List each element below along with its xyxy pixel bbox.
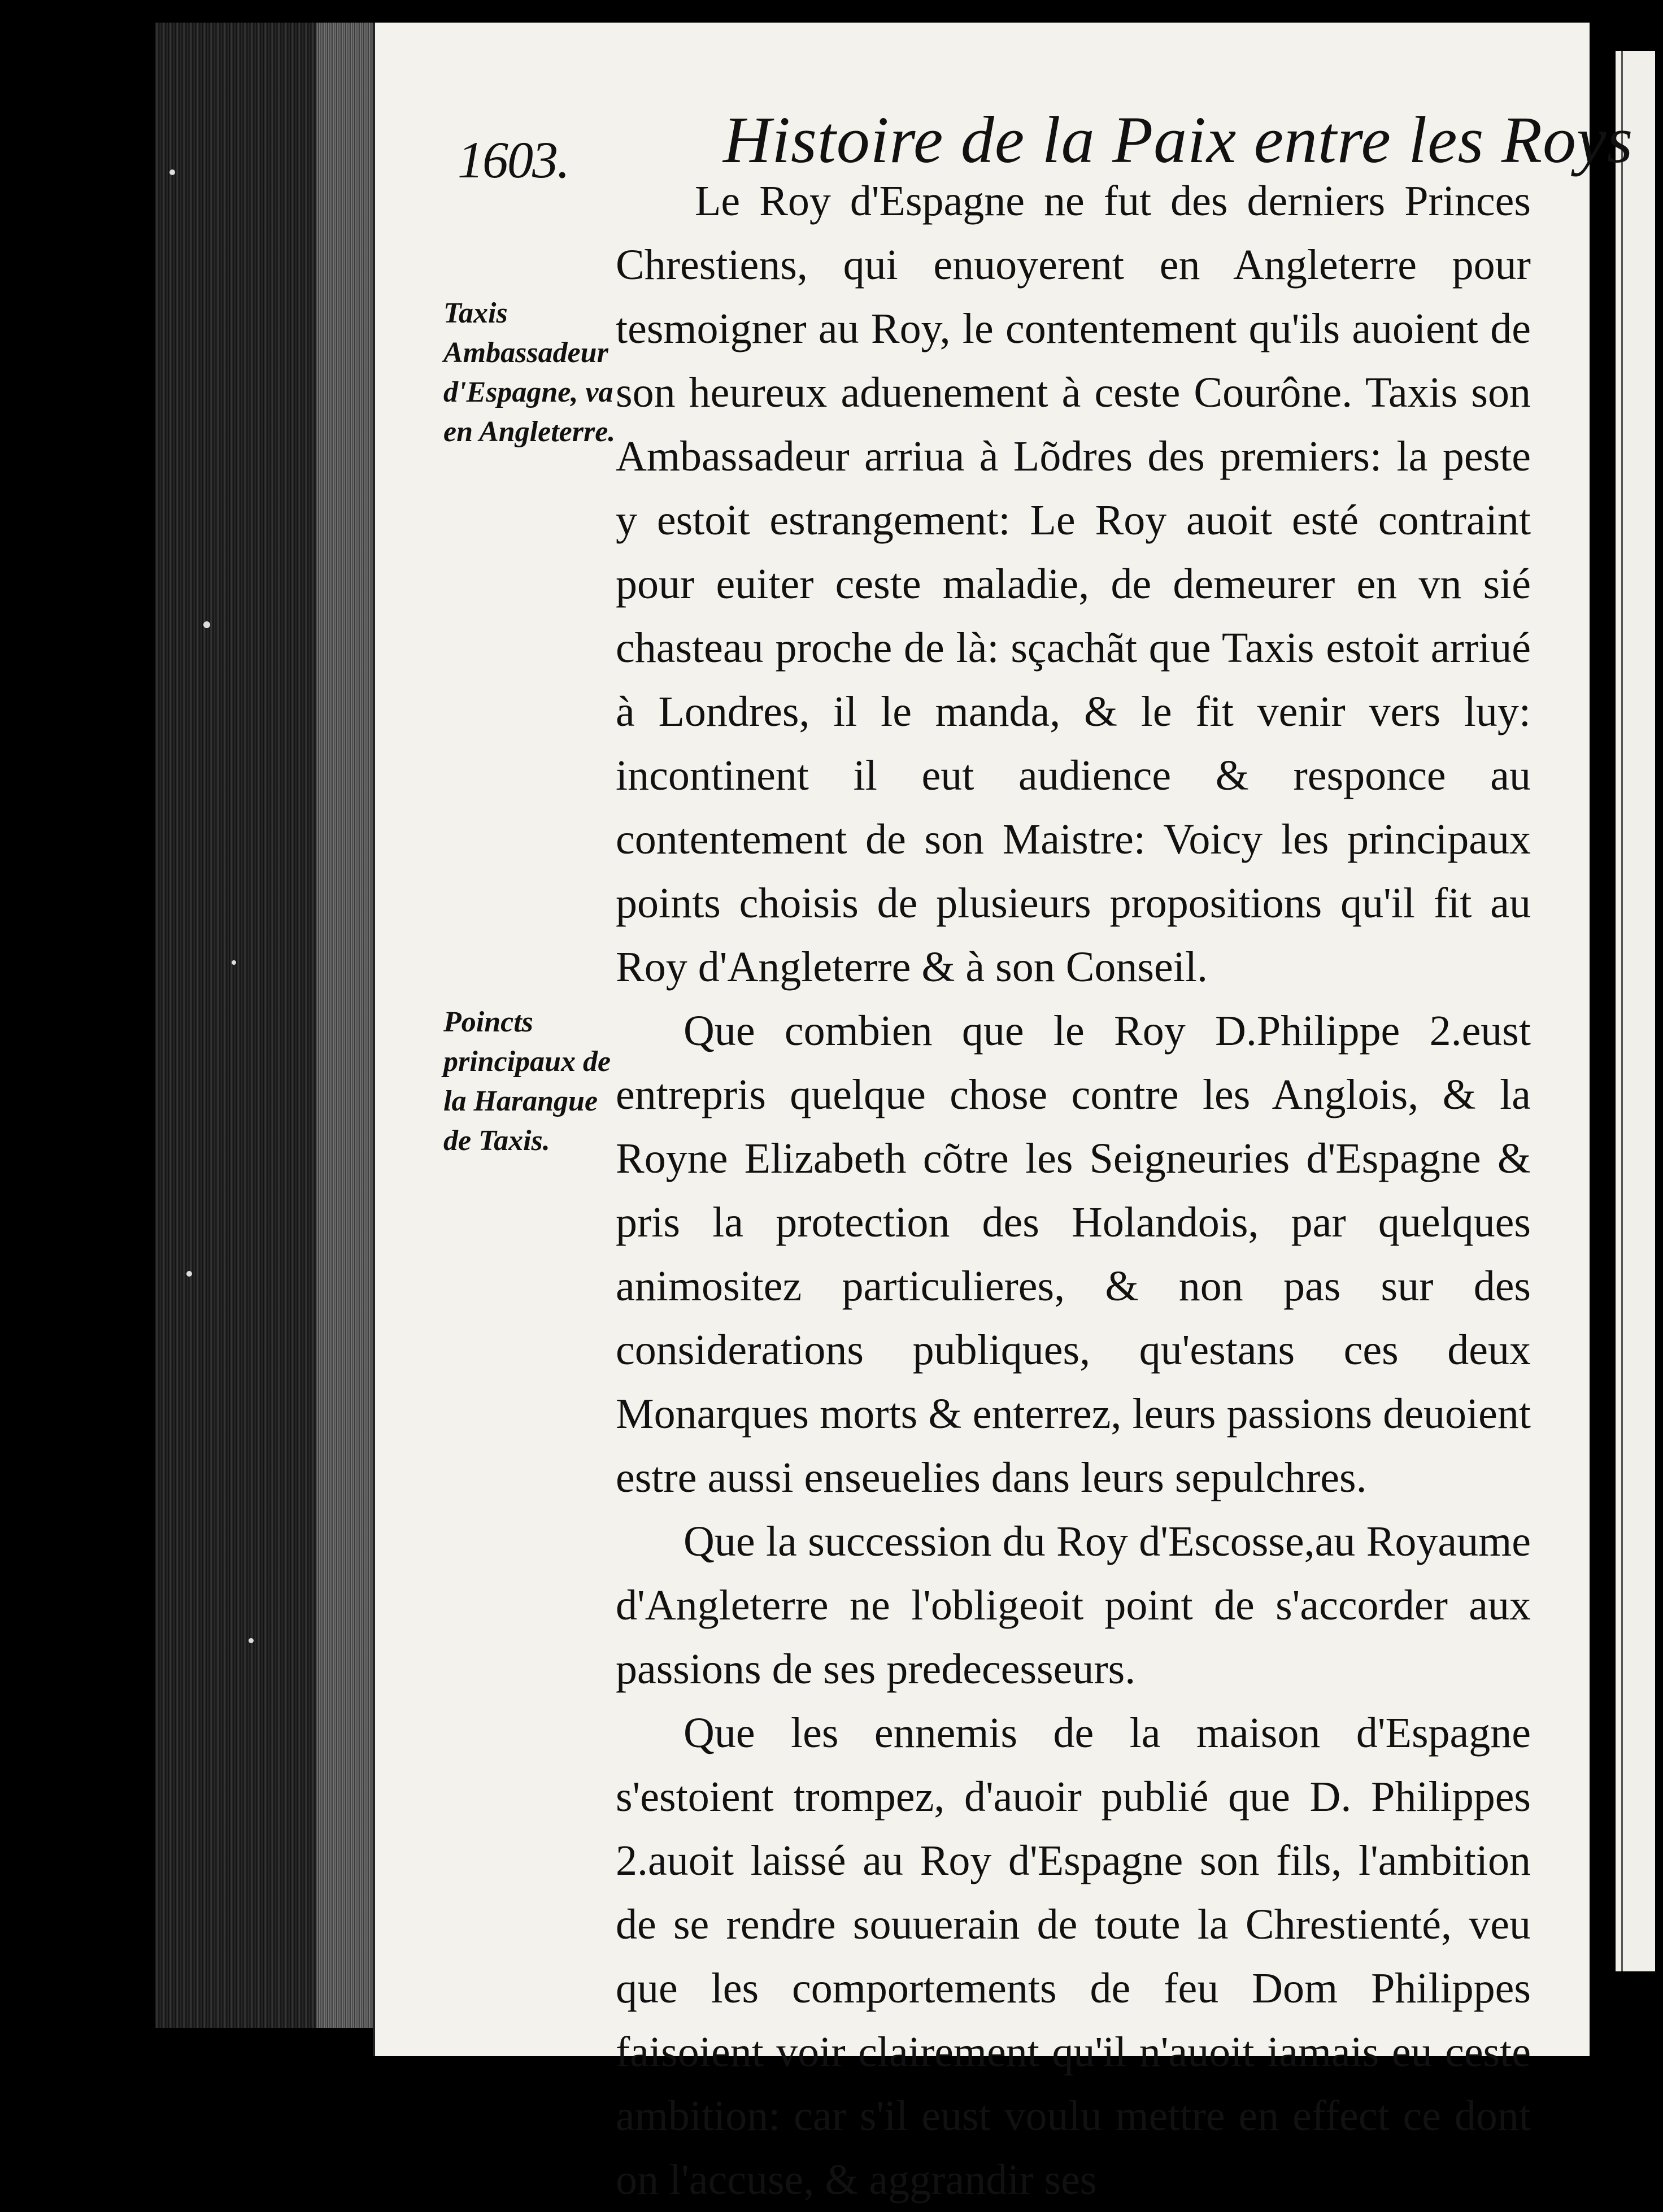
paragraph: Que combien que le Roy D.Philippe 2.eust entrepris quelque chose contre les Anglois, & la Royne Elizabeth cõtre les Seigneuries d'Espagne & pris la protection des Holandois, par quelques animositez particulieres, & non pas sur des considerations publiques, qu'estans ces deux Monarques morts & enterrez, leurs passions deuoient estre aussi enseuelies dans leurs sepulchres. bbox=[616, 1007, 1531, 1501]
main-text bbox=[616, 169, 1531, 2212]
running-title: Histoire de la Paix entre les Roys bbox=[723, 103, 1634, 177]
marginal-note: Poincts principaux de la Harangue de Taxis. bbox=[443, 1006, 611, 1157]
page-edges bbox=[316, 23, 370, 2028]
dust-speck bbox=[232, 960, 236, 965]
dust-speck bbox=[249, 1638, 254, 1643]
dust-speck bbox=[203, 621, 210, 628]
paragraph: Que les ennemis de la maison d'Espagne s'estoient trompez, d'auoir publié que D. Philippes 2.auoit laissé au Roy d'Espagne son fils, l'ambition de se rendre souuerain de toute la Chrestienté, veu que les comportements de feu Dom Philippes faisoient voir clairement qu'il n'auoit iamais eu ceste ambition: car s'il eust voulu mettre en effect ce dont on l'accuse, & aggrandir ses bbox=[616, 1709, 1531, 2204]
facing-page-gutter bbox=[1621, 51, 1623, 1971]
dust-speck bbox=[169, 169, 175, 175]
year-marker: 1603. bbox=[458, 131, 569, 189]
marginal-note: Taxis Ambassadeur d'Espagne, va en Angleterre. bbox=[443, 297, 616, 448]
dust-speck bbox=[186, 1271, 192, 1277]
paragraph: Le Roy d'Espagne ne fut des derniers Princes Chrestiens, qui enuoyerent en Angleterre pour tesmoigner au Roy, le contentement qu'ils auoient de son heureux aduenement à ceste Courône. Taxis son Ambassadeur arriua à Lõdres des premiers: la peste y estoit estrangement: Le Roy auoit esté contraint pour euiter ceste maladie, de demeurer en vn sié chasteau proche de là: sçachãt que Taxis estoit arriué à Londres, il le manda, & le fit venir vers luy: incontinent il eut audience & responce au contentement de son Maistre: Voicy les principaux points choisis de plusieurs propositions qu'il fit au Roy d'Angleterre & à son Conseil. bbox=[616, 177, 1531, 991]
paragraph: Que la succession du Roy d'Escosse,au Royaume d'Angleterre ne l'obligeoit point de s'accorder aux passions de ses predecesseurs. bbox=[616, 1518, 1531, 1693]
